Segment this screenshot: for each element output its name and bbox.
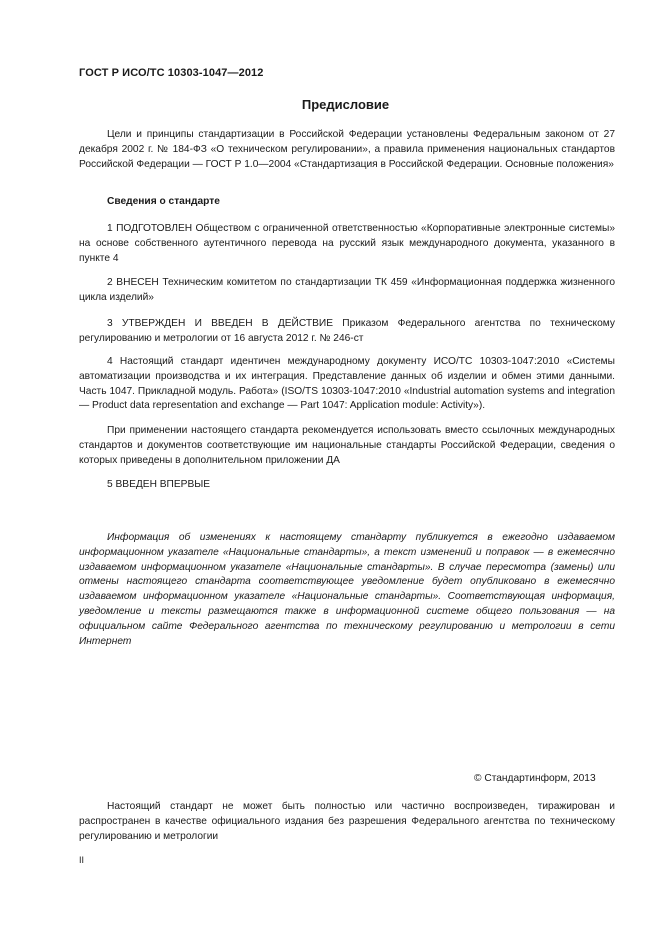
item-application-note: При применении настоящего стандарта рекомендуется использовать вместо ссылочных международных стандартов и документов соответствующие им национальные стандарты Российской Федерации, сведения о которых приведены в дополнительном приложении ДА bbox=[79, 425, 615, 466]
copyright-line: © Стандартинформ, 2013 bbox=[474, 773, 596, 784]
reproduction-notice: Настоящий стандарт не может быть полностью или частично воспроизведен, тиражирован и распространен в качестве официального издания без разрешения Федерального агентства по техническому регулированию и метрологии bbox=[79, 801, 615, 842]
item-approved: 3 УТВЕРЖДЕН И ВВЕДЕН В ДЕЙСТВИЕ Приказом Федерального агентства по техническому регулированию и метрологии от 16 августа 2012 г. № 246-ст bbox=[79, 318, 615, 344]
document-header: ГОСТ Р ИСО/ТС 10303-1047—2012 bbox=[79, 67, 264, 79]
changes-notice: Информация об изменениях к настоящему стандарту публикуется в ежегодно издаваемом информационном указателе «Национальные стандарты», а текст изменений и поправок — в ежемесячно издаваемом информационном указателе «Национальные стандарты». В случае пересмотра (замены) или отмены настоящего стандарта соответствующее уведомление будет опубликовано в ежемесячно издаваемом информационном указателе «Национальные стандарты». Соответствующая информация, уведомление и тексты размещаются также в информационной системе общего пользования — на официальном сайте Федерального агентства по техническому регулированию и метрологии в сети Интернет bbox=[79, 532, 615, 647]
page-title: Предисловие bbox=[301, 97, 390, 112]
item-introduced: 2 ВНЕСЕН Техническим комитетом по стандартизации ТК 459 «Информационная поддержка жизненного цикла изделий» bbox=[79, 277, 615, 303]
item-prepared: 1 ПОДГОТОВЛЕН Обществом с ограниченной ответственностью «Корпоративные электронные системы» на основе собственного аутентичного перевода на русский язык международного документа, указанного в пункте 4 bbox=[79, 223, 615, 264]
intro-paragraph: Цели и принципы стандартизации в Российской Федерации установлены Федеральным законом от 27 декабря 2002 г. № 184-ФЗ «О техническом регулировании», а правила применения национальных стандартов Российской Федерации — ГОСТ Р 1.0—2004 «Стандартизация в Российской Федерации. Основные положения» bbox=[79, 129, 615, 170]
page-number: II bbox=[79, 855, 85, 865]
item-identical: 4 Настоящий стандарт идентичен международному документу ИСО/ТС 10303-1047:2010 «Системы автоматизации производства и их интеграция. Представление данных об изделии и обмен этими данными. Часть 1047. Прикладной модуль. Работа» (ISO/TS 10303-1047:2010 «Industrial automation systems and integration — Product data representation and exchange — Part 1047: Application module: Activity»). bbox=[79, 356, 615, 412]
section-subheading: Сведения о стандарте bbox=[107, 196, 220, 207]
item-first-introduced: 5 ВВЕДЕН ВПЕРВЫЕ bbox=[107, 479, 211, 490]
